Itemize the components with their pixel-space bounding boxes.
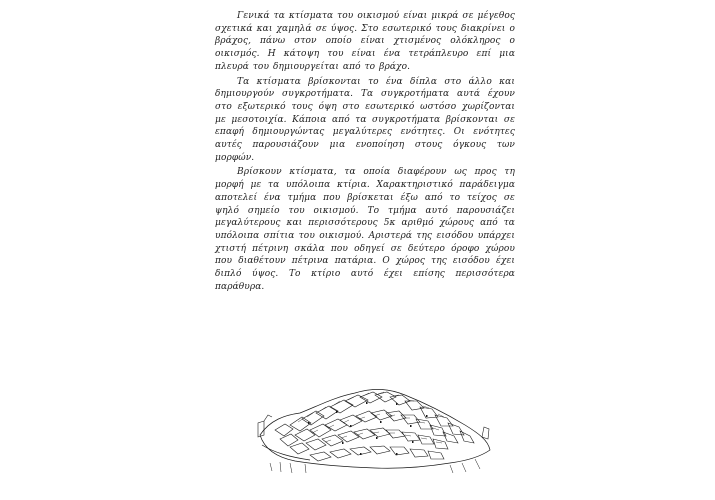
- handwritten-text: [215, 10, 515, 295]
- paragraph-1: Γενικά τα κτίσματα του οικισμού είναι μικρά σε μέγεθος σχετικά και χαμηλά σε ύψος. Στο εσωτερικό τους διακρίνει ο βράχος, πάνω στον οποίο είναι χτισμένος ολόκληρος ο οικισμός. Η κάτοψη του είναι ένα τετράπλευρο επί μια πλευρά του δημιουργείται από το βράχο.: [215, 11, 515, 72]
- settlement-sketch-icon: [250, 375, 495, 475]
- paragraph-3: Βρίσκουν κτίσματα, τα οποία διαφέρουν ως προς τη μορφή με τα υπόλοιπα κτίρια. Χαρακτηριστικό παράδειγμα αποτελεί ένα τμήμα που βρίσκεται έξω από το τείχος σε ψηλό σημείο του οικισμού. Το τμήμα αυτό παρουσιάζει μεγαλύτερους και περισσότερους 5κ αριθμό χώρους από τα υπόλοιπα σπίτια του οικισμού. Αριστερά της εισόδου υπάρχει χτιστή πέτρινη σκάλα που οδηγεί σε δεύτερο όροφο χώρου που διαθέτουν πέτρινα πατάρια. Ο χώρος της εισόδου έχει διπλό ύψος. Το κτίριο αυτό έχει επίσης περισσότερα παράθυρα.: [215, 167, 515, 292]
- paragraph-2: Τα κτίσματα βρίσκονται το ένα δίπλα στο άλλο και δημιουργούν συγκροτήματα. Τα συγκροτήματα αυτά έχουν στο εξωτερικό τους όψη στο εσωτερικό ωστόσο χωρίζονται με μεσοτοιχία. Κάποια από τα συγκροτήματα βρίσκονται σε επαφή δημιουργώντας μεγαλύτερες ενότητες. Οι ενότητες αυτές παρουσιάζουν μια ενοποίηση στους όγκους των μορφών.: [215, 76, 515, 163]
